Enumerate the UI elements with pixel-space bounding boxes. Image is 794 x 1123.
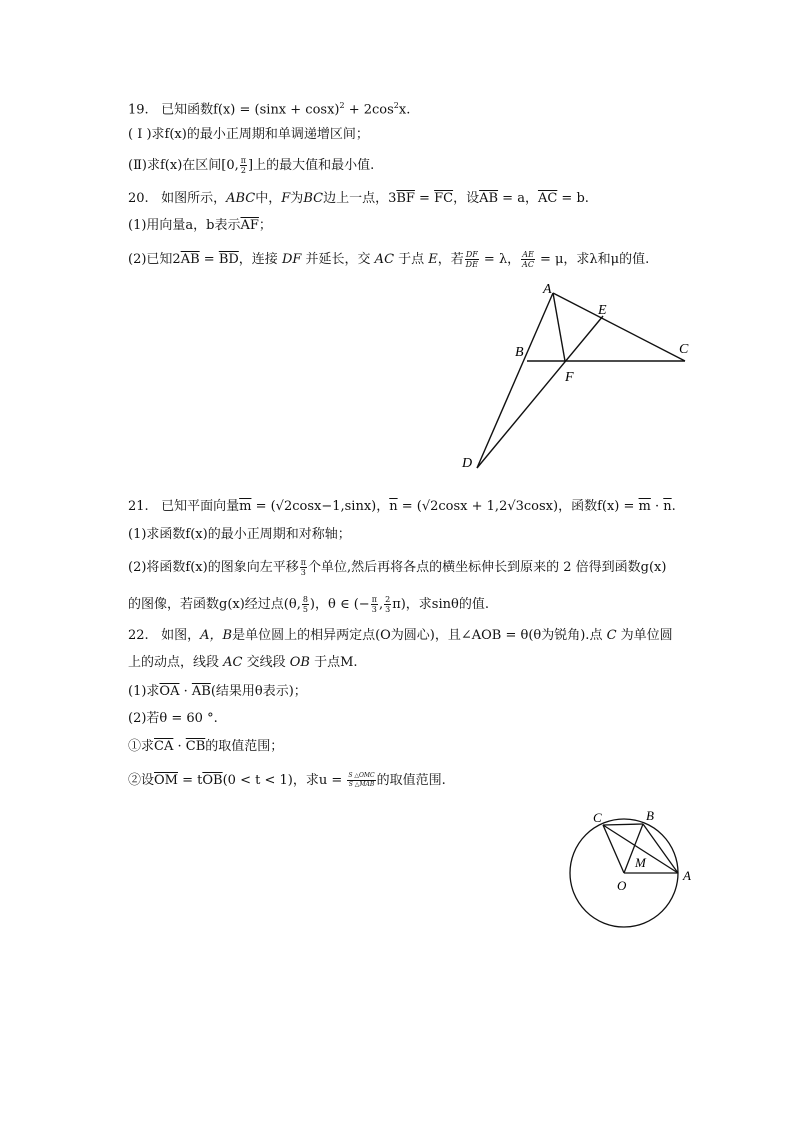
p22-sub1: ①求$\overline{CA} \cdot \overline{CB}$的取值范围； — [128, 739, 284, 754]
p20-stem: 20. 如图所示，ABC中，F为BC边上一点，$3\overline{BF} = \overline{FC}$，设$\overline{AB} = a$，$\overline{AC} = b$. — [128, 191, 589, 206]
fraction: $\frac{DF}{DE}$ — [465, 250, 478, 269]
p19-number: 19. — [128, 102, 149, 118]
line-de — [477, 316, 603, 468]
p22-sub2: ②设$\overline{OM} = t\overline{OB}(0 < t < 1)$，求u = $\frac{\text{S △OMC}}{\text{S △MAB}}$ 的取值范围. — [128, 772, 446, 788]
p20-part2: (2)已知$2\overline{AB} = \overline{BD}$，连接 DF 并延长，交 AC 于点 E，若 $\frac{DF}{DE}$ = λ， $\frac{AE}{AC}$ = μ，求λ和μ的值. — [128, 250, 650, 269]
p21-part2-line1: (2)将函数f(x)的图象向左平移 $\frac{\pi}{3}$ 个单位,然后再将各点的横坐标伸长到原来的 2 倍得到函数g(x) — [128, 558, 667, 577]
label-c: C — [593, 810, 602, 825]
p22-part2: (2)若θ = 60 °. — [128, 711, 218, 726]
p21-part2-line2: 的图像，若函数g(x)经过点(θ, $\frac{8}{5}$ )，θ ∈ (− $\frac{\pi}{3}$ , $\frac{2}{3}$ π)，求sinθ的值. — [128, 595, 489, 614]
p21-part1: (1)求函数f(x)的最小正周期和对称轴； — [128, 527, 351, 542]
fraction: $\frac{\pi}{3}$ — [371, 595, 377, 614]
fraction: $\frac{8}{5}$ — [302, 595, 308, 614]
p22-number: 22. — [128, 628, 149, 643]
label-a: A — [543, 282, 552, 297]
label-f: F — [565, 370, 574, 385]
p22-stem: 22. 如图，A，B是单位圆上的相异两定点(O为圆心)，且∠AOB = θ(θ为锐角).点 C 为单位圆 — [128, 628, 673, 643]
fraction: $\frac{\text{S △OMC}}{\text{S △MAB}}$ — [348, 772, 375, 788]
line-ac — [553, 293, 685, 361]
label-b: B — [515, 345, 524, 360]
triangle-figure — [455, 280, 700, 475]
p21-stem: 21. 已知平面向量$\overline{m} = (√2\cos x-1,\sin x)$，$\overline{n} = (√2\cos x + 1,2√3\cos x)$，函数$f(x) = \overline{m} \cdot \overline{n}$. — [128, 499, 676, 514]
label-e: E — [598, 303, 607, 318]
p22-stem-line2: 上的动点，线段 AC 交线段 OB 于点M. — [128, 655, 358, 670]
label-c: C — [679, 342, 689, 357]
p20-number: 20. — [128, 191, 149, 206]
fraction: $\frac{2}{3}$ — [385, 595, 391, 614]
p20-part1: (1)用向量a，b表示$\overline{AF}$； — [128, 218, 272, 233]
fraction: $\frac{\pi}{2}$ — [240, 156, 247, 175]
label-d: D — [462, 456, 473, 471]
label-b: B — [646, 808, 654, 823]
p22-part1: (1)求$\overline{OA} \cdot \overline{AB}$(结果用θ表示)； — [128, 684, 307, 699]
fraction: $\frac{\pi}{3}$ — [300, 558, 306, 577]
label-m: M — [635, 855, 646, 870]
p19-part1: ( Ⅰ )求f(x)的最小正周期和单调递增区间； — [128, 127, 369, 142]
label-o: O — [617, 878, 627, 893]
p19-stem: 19. 已知函数$f(x) = (\sin x + \cos x)^2 + 2\cos^2x$. — [128, 101, 411, 118]
line-af — [553, 293, 565, 361]
line-cb — [603, 824, 643, 825]
p21-number: 21. — [128, 499, 149, 514]
p19-part2: (Ⅱ)求f(x)在区间[0, $\frac{\pi}{2}$ ]上的最大值和最小值. — [128, 156, 375, 175]
line-ad — [477, 293, 553, 468]
circle-figure — [562, 805, 707, 940]
fraction: $\frac{AE}{AC}$ — [522, 250, 534, 269]
label-a: A — [683, 868, 691, 883]
